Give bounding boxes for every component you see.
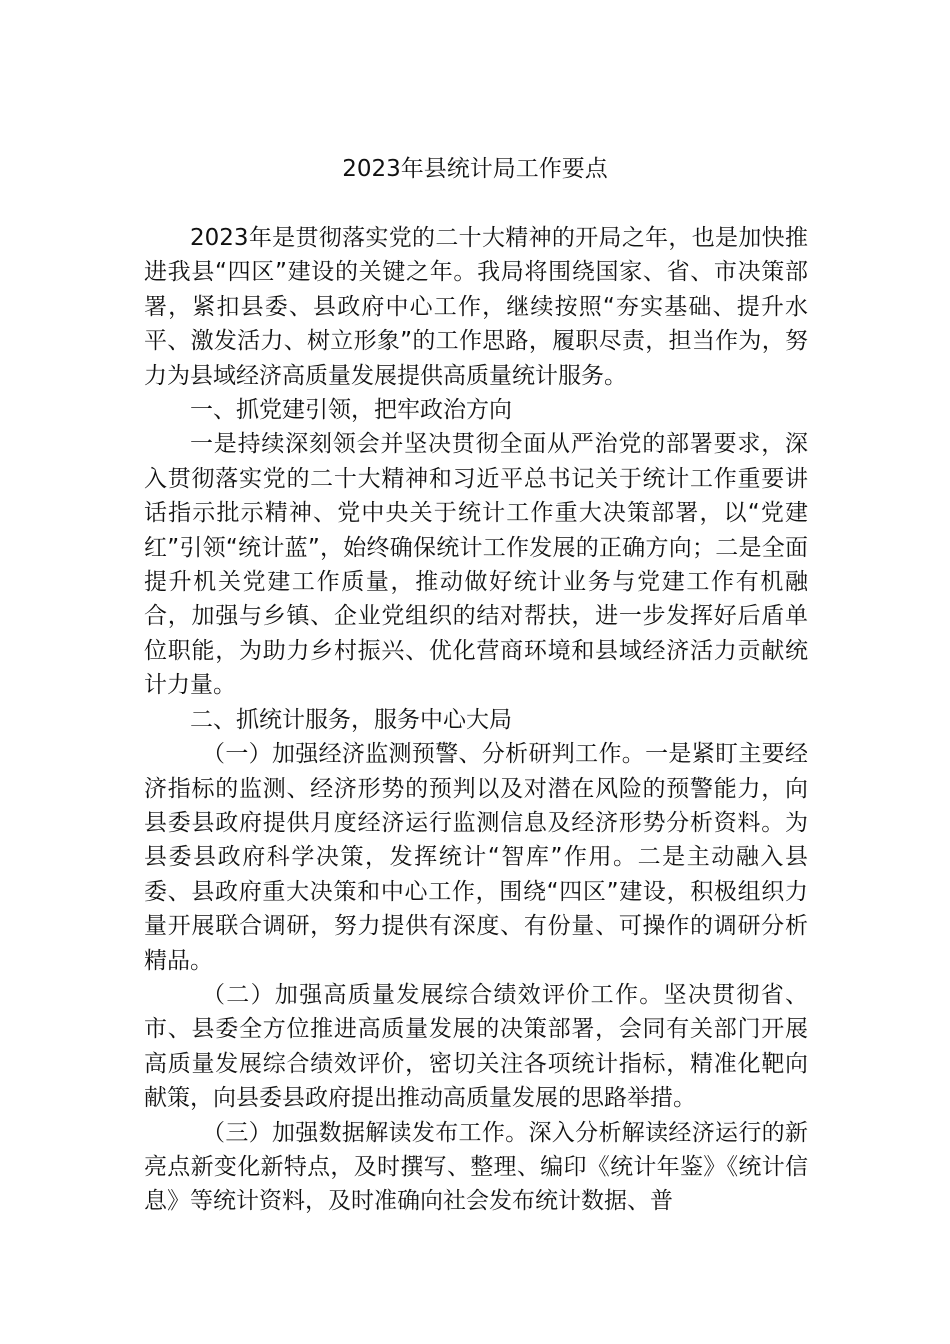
section-heading-2: 二、抓统计服务，服务中心大局 [190,706,512,733]
section-heading-1: 一、抓党建引领，把牢政治方向 [190,397,512,424]
document-body [144,221,808,1219]
subsection-2-paragraph: （二）加强高质量发展综合绩效评价工作。坚决贯彻省、市、县委全方位推进高质量发展的决策部署，会同有关部门开展高质量发展综合绩效评价，密切关注各项统计指标，精准化靶向献策，向县委县政府提出推动高质量发展的思路举措。 [144,981,808,1112]
intro-paragraph: 2023年是贯彻落实党的二十大精神的开局之年，也是加快推进我县“四区”建设的关键之年。我局将围绕国家、省、市决策部署，紧扣县委、县政府中心工作，继续按照“夯实基础、提升水平、激发活力、树立形象”的工作思路，履职尽责，担当作为，努力为县域经济高质量发展提供高质量统计服务。 [144,225,808,389]
document-title: 2023年县统计局工作要点 [342,156,608,182]
subsection-3-paragraph: （三）加强数据解读发布工作。深入分析解读经济运行的新亮点新变化新特点，及时撰写、整理、编印《统计年鉴》《统计信息》等统计资料，及时准确向社会发布统计数据、普 [144,1119,808,1215]
subsection-1-paragraph: （一）加强经济监测预警、分析研判工作。一是紧盯主要经济指标的监测、经济形势的预判以及对潜在风险的预警能力，向县委县政府提供月度经济运行监测信息及经济形势分析资料。为县委县政府科学决策，发挥统计“智库”作用。二是主动融入县委、县政府重大决策和中心工作，围绕“四区”建设，积极组织力量开展联合调研，努力提供有深度、有份量、可操作的调研分析精品。 [144,741,808,974]
section-1-paragraph: 一是持续深刻领会并坚决贯彻全面从严治党的部署要求，深入贯彻落实党的二十大精神和习近平总书记关于统计工作重要讲话指示批示精神、党中央关于统计工作重大决策部署，以“党建红”引领“统计蓝”，始终确保统计工作发展的正确方向；二是全面提升机关党建工作质量，推动做好统计业务与党建工作有机融合，加强与乡镇、企业党组织的结对帮扶，进一步发挥好后盾单位职能，为助力乡村振兴、优化营商环境和县域经济活力贡献统计力量。 [144,431,808,699]
